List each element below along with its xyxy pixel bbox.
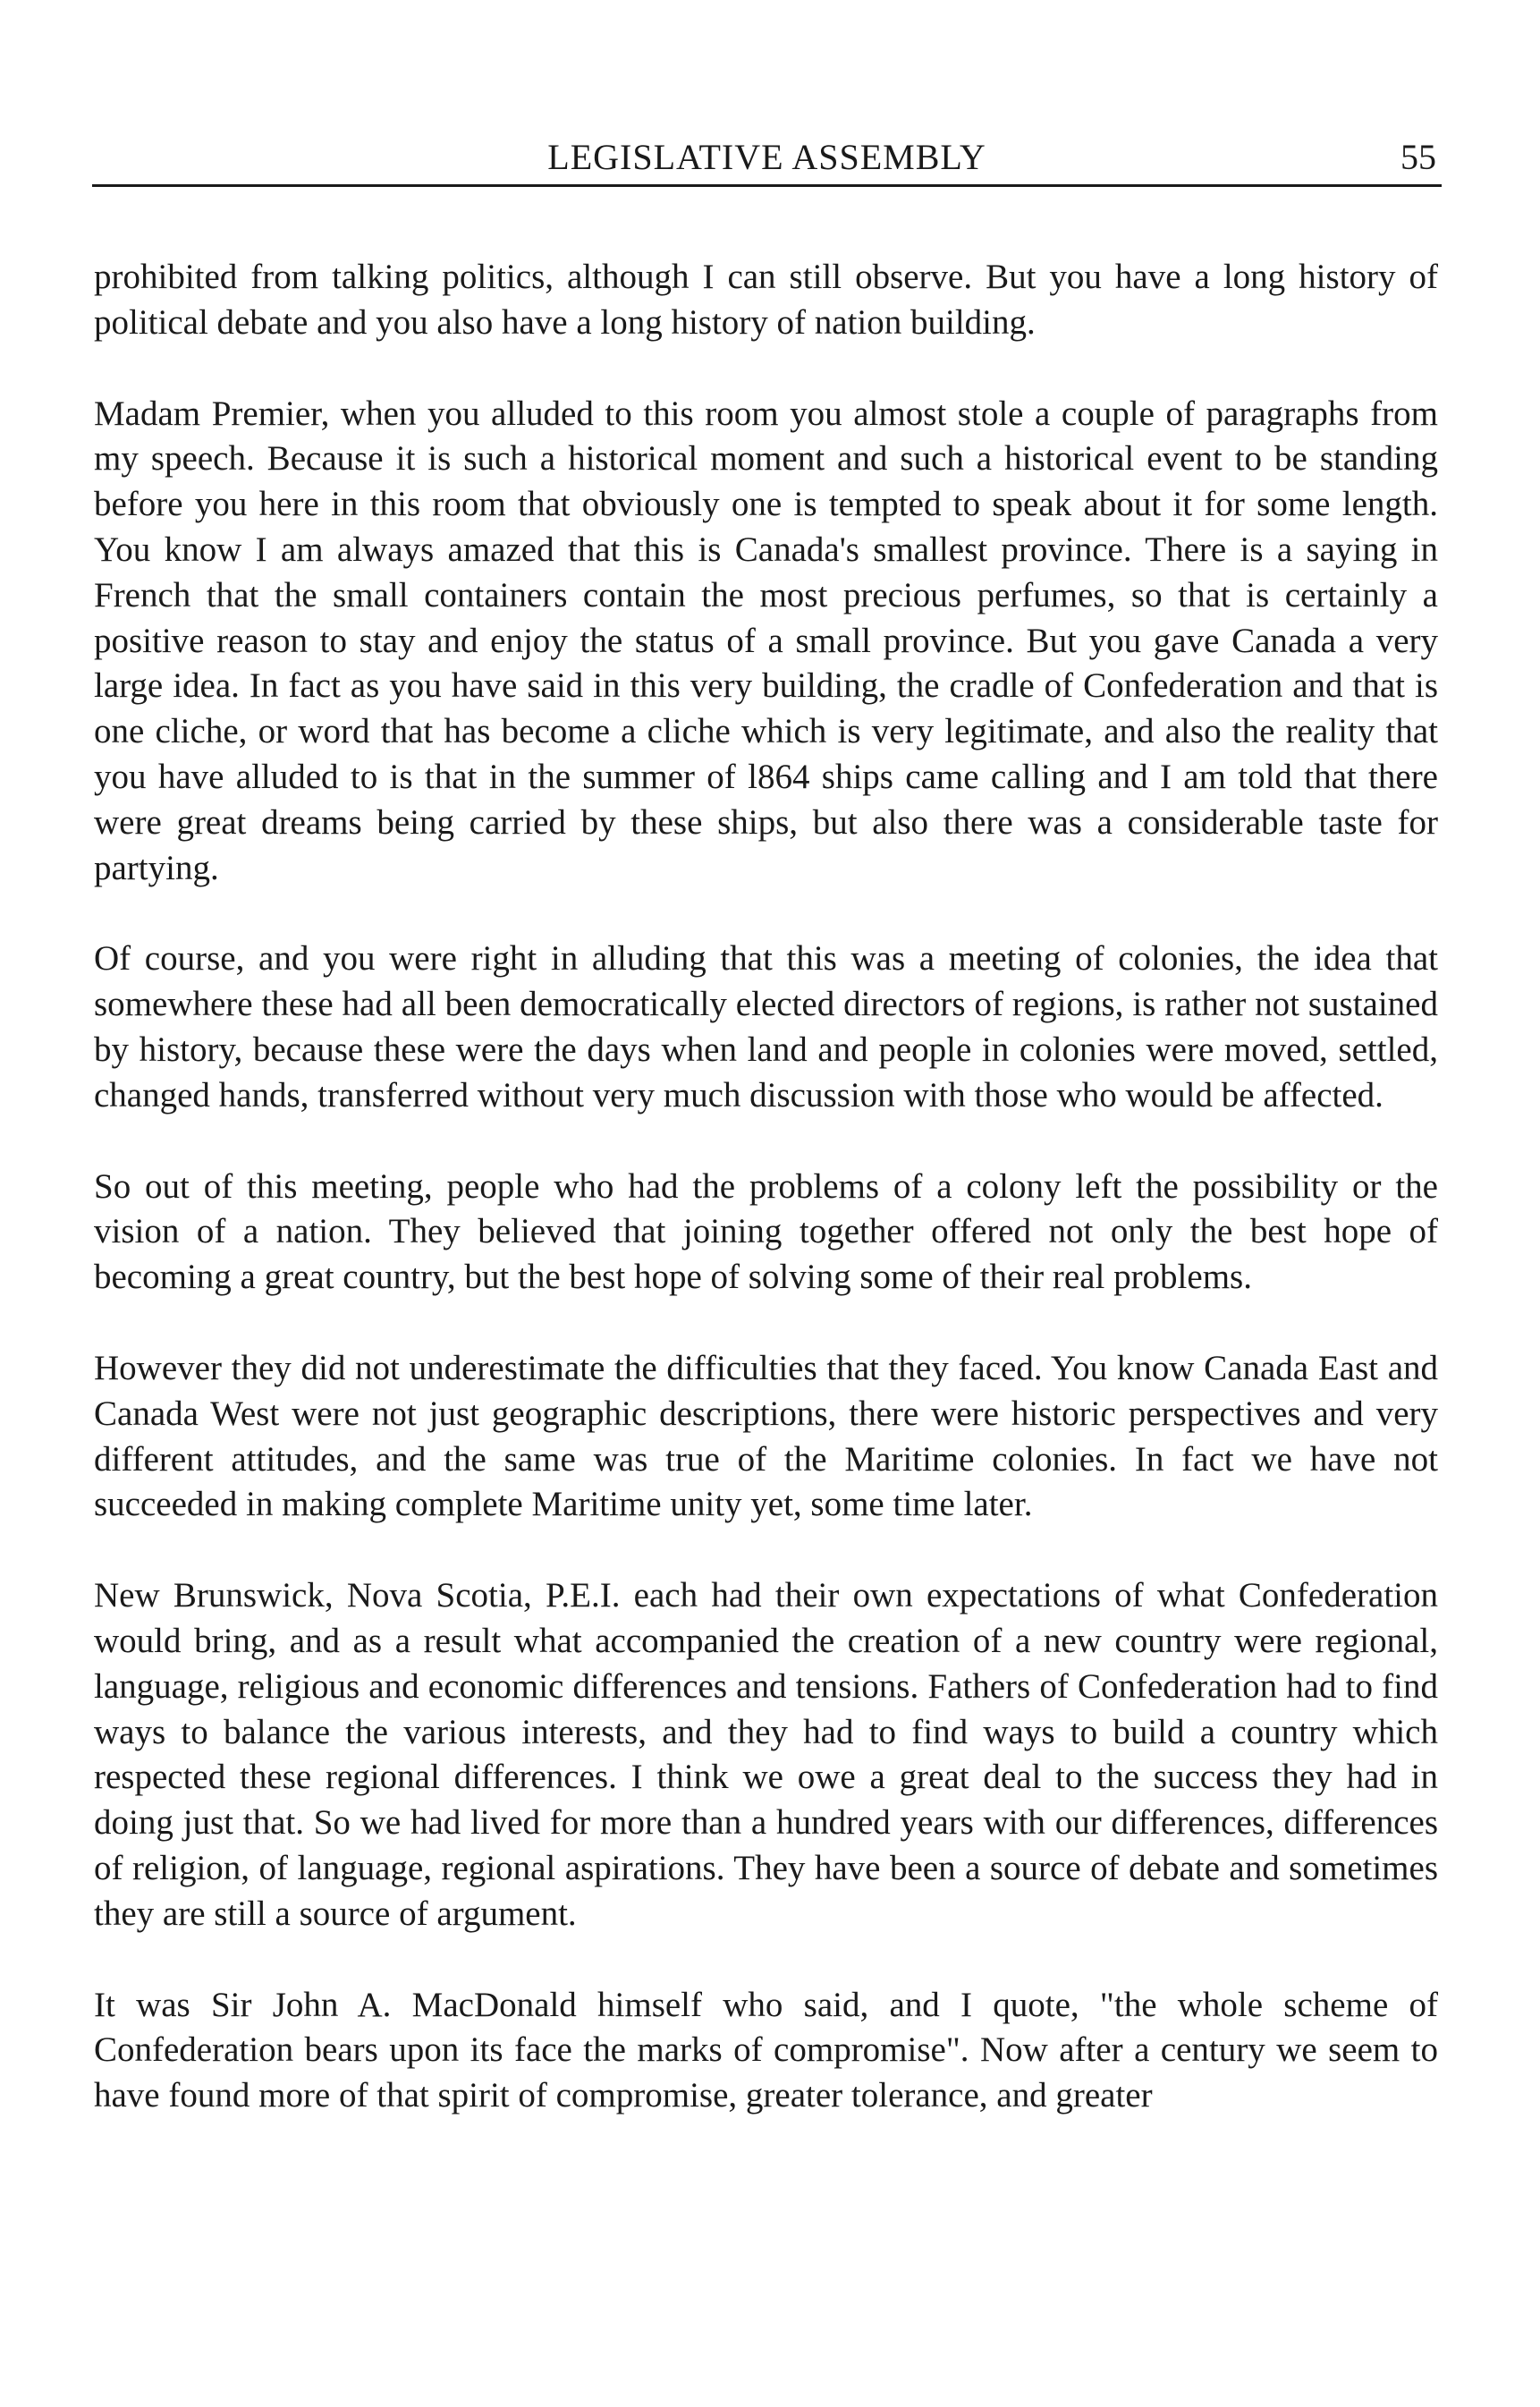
paragraph-3: Of course, and you were right in alluding that this was a meeting of colonies, the idea that somewhere these had all been democratically elected directors of regions, is rather not sustained by history, because these were the days when land and people in colonies were moved, settled, changed hands, transferred without very much discussion with those who would be affected. (94, 939, 1438, 1115)
page-number: 55 (1400, 137, 1436, 177)
paragraph-1: prohibited from talking politics, although I can still observe. But you have a long history of political debate and you also have a long history of nation building. (94, 258, 1438, 342)
paragraph-6: New Brunswick, Nova Scotia, P.E.I. each had their own expectations of what Confederation would bring, and as a result what accompanied the creation of a new country were regional, language, religious and economic differences and tensions. Fathers of Confederation had to find ways to balance the various interests, and they had to find ways to build a country which respected these regional differences. I think we owe a great deal to the success they had in doing just that. So we had lived for more than a hundred years with our differences, differences of religion, of language, regional aspirations. They have been a source of debate and sometimes they are still a source of argument. (94, 1576, 1438, 1933)
running-header-title: LEGISLATIVE ASSEMBLY (547, 137, 986, 177)
paragraph-7: It was Sir John A. MacDonald himself who said, and I quote, "the whole scheme of Confederation bears upon its face the marks of compromise". Now after a century we seem to have found more of that spirit of compromise, greater tolerance, and greater (94, 1985, 1438, 2115)
running-header (92, 132, 1442, 187)
paragraph-2: Madam Premier, when you alluded to this room you almost stole a couple of paragraphs from my speech. Because it is such a historical moment and such a historical event to be standing before you here in this room that obviously one is tempted to speak about it for some length. You know I am always amazed that this is Canada's smallest province. There is a saying in French that the small containers contain the most precious perfumes, so that is certainly a positive reason to stay and enjoy the status of a small province. But you gave Canada a very large idea. In fact as you have said in this very building, the cradle of Confederation and that is one cliche, or word that has become a cliche which is very legitimate, and also the reality that you have alluded to is that in the summer of l864 ships came calling and I am told that there were great dreams being carried by these ships, but also there was a considerable taste for partying. (94, 394, 1438, 887)
paragraph-5: However they did not underestimate the difficulties that they faced. You know Canada East and Canada West were not just geographic descriptions, there were historic perspectives and very different attitudes, and the same was true of the Maritime colonies. In fact we have not succeeded in making complete Maritime unity yet, some time later. (94, 1348, 1438, 1524)
paragraph-4: So out of this meeting, people who had the problems of a colony left the possibility or the vision of a nation. They believed that joining together offered not only the best hope of becoming a great country, but the best hope of solving some of their real problems. (94, 1166, 1438, 1297)
body-text (94, 255, 1438, 2119)
